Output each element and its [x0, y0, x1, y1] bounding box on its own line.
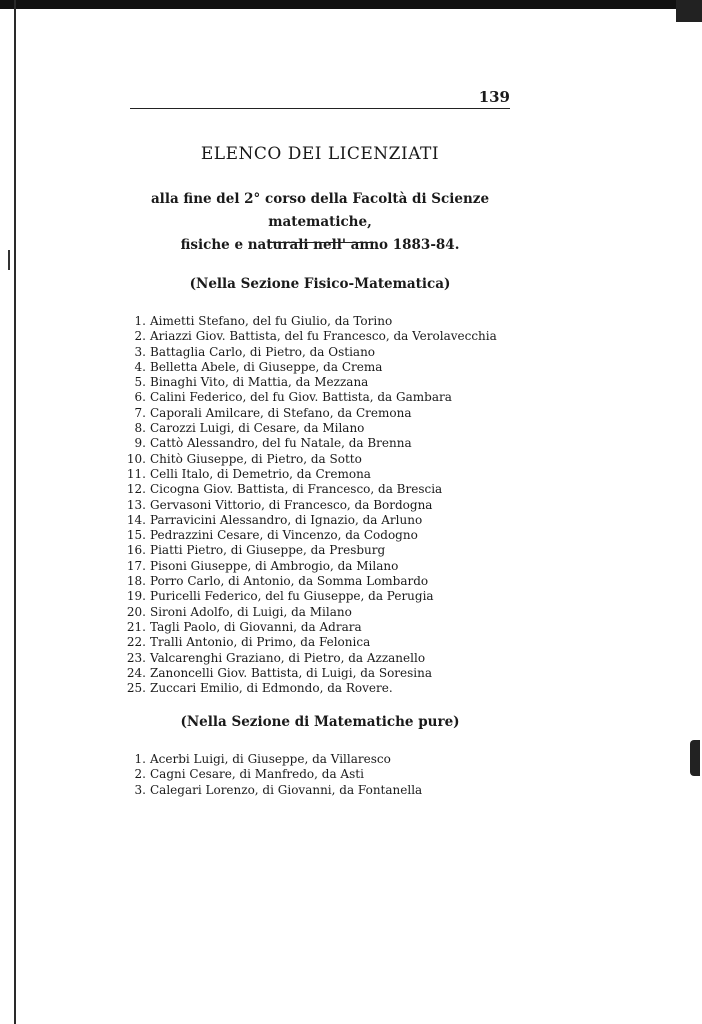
list-item	[108, 767, 548, 782]
corner-mark	[676, 0, 702, 22]
list-item	[108, 436, 548, 451]
list-item	[108, 482, 548, 497]
list-item-number: 25.	[126, 681, 146, 696]
list-item-text: Belletta Abele, di Giuseppe, da Crema	[150, 359, 383, 374]
list-item	[108, 559, 548, 574]
list-item-text: Sironi Adolfo, di Luigi, da Milano	[150, 604, 352, 619]
list-item-text: Zanoncelli Giov. Battista, di Luigi, da Soresina	[150, 665, 433, 680]
list-item-text: Chitò Giuseppe, di Pietro, da Sotto	[150, 451, 362, 466]
list-item-text: Gervasoni Vittorio, di Francesco, da Bordogna	[150, 497, 433, 512]
header-rule	[130, 108, 510, 109]
list-item	[108, 666, 548, 681]
list-item-text: Pedrazzini Cesare, di Vincenzo, da Codogno	[150, 528, 418, 543]
list-item-text: Carozzi Luigi, di Cesare, da Milano	[150, 421, 365, 436]
list-item	[108, 498, 548, 513]
list-item	[108, 620, 548, 635]
list-item	[108, 452, 548, 467]
section-heading-fisico-matematica: (Nella Sezione Fisico-Matematica)	[189, 276, 451, 292]
list-item-text: Parravicini Alessandro, di Ignazio, da Arluno	[150, 512, 423, 527]
list-item-number: 3.	[134, 344, 146, 359]
list-item-text: Piatti Pietro, di Giuseppe, da Presburg	[150, 543, 386, 558]
list-item-number: 17.	[126, 558, 146, 573]
list-item	[108, 314, 548, 329]
list-item	[108, 752, 548, 767]
title-divider	[270, 242, 374, 243]
list-item	[108, 406, 548, 421]
page-top-edge	[0, 0, 702, 9]
list-item-number: 8.	[134, 421, 146, 436]
subtitle-line-1: alla fine del 2° corso della Facoltà di Scienze matematiche,	[150, 191, 490, 230]
list-item-text: Calini Federico, del fu Giov. Battista, da Gambara	[150, 390, 452, 405]
list-item	[108, 605, 548, 620]
list-item-text: Puricelli Federico, del fu Giuseppe, da Perugia	[150, 589, 434, 604]
list-item-number: 6.	[134, 390, 146, 405]
subtitle-line-2: fisiche e naturali nell' anno 1883-84.	[180, 237, 460, 253]
list-item-text: Cicogna Giov. Battista, di Francesco, da Brescia	[150, 482, 443, 497]
list-item-number: 3.	[134, 782, 146, 797]
list-item-number: 2.	[134, 767, 146, 782]
list-item	[108, 651, 548, 666]
list-item-number: 15.	[126, 528, 146, 543]
list-item-text: Calegari Lorenzo, di Giovanni, da Fontanella	[150, 782, 423, 797]
list-item	[108, 360, 548, 375]
list-item	[108, 467, 548, 482]
section-heading-matematiche-pure: (Nella Sezione di Matematiche pure)	[180, 714, 460, 730]
list-item-number: 18.	[126, 574, 146, 589]
list-item-number: 10.	[126, 451, 146, 466]
list-item	[108, 513, 548, 528]
list-item	[108, 390, 548, 405]
list-item-text: Battaglia Carlo, di Pietro, da Ostiano	[150, 344, 376, 359]
list-item-number: 20.	[126, 604, 146, 619]
list-item-text: Cagni Cesare, di Manfredo, da Asti	[150, 767, 364, 782]
list-item-text: Cattò Alessandro, del fu Natale, da Brenna	[150, 436, 412, 451]
list-item	[108, 528, 548, 543]
page-subtitle	[100, 188, 540, 257]
list-item-text: Acerbi Luigi, di Giuseppe, da Villaresco	[150, 752, 391, 766]
list-item-number: 21.	[126, 619, 146, 634]
list-item-number: 1.	[134, 314, 146, 328]
list-item	[108, 329, 548, 344]
list-item-text: Aimetti Stefano, del fu Giulio, da Torino	[150, 314, 393, 328]
list-item-text: Celli Italo, di Demetrio, da Cremona	[150, 466, 371, 481]
binding-mark	[8, 250, 18, 270]
list-item-number: 9.	[134, 436, 146, 451]
list-item-text: Valcarenghi Graziano, di Pietro, da Azzanello	[150, 650, 426, 665]
list-item	[108, 345, 548, 360]
list-item-text: Tagli Paolo, di Giovanni, da Adrara	[150, 619, 362, 634]
page-number: 139	[478, 88, 510, 106]
list-item	[108, 589, 548, 604]
list-item	[108, 421, 548, 436]
list-item	[108, 574, 548, 589]
list-item	[108, 681, 548, 696]
list-item-number: 1.	[134, 752, 146, 766]
list-item-number: 5.	[134, 375, 146, 390]
list-item	[108, 375, 548, 390]
list-item	[108, 543, 548, 558]
list-item-number: 13.	[126, 497, 146, 512]
list-item-number: 12.	[126, 482, 146, 497]
list-item	[108, 635, 548, 650]
list-item-number: 24.	[126, 665, 146, 680]
list-item-number: 11.	[126, 466, 146, 481]
list-item-number: 23.	[126, 650, 146, 665]
list-item-number: 14.	[126, 512, 146, 527]
list-item-number: 7.	[134, 405, 146, 420]
list-item	[108, 783, 548, 798]
page-title: ELENCO DEI LICENZIATI	[200, 144, 440, 164]
list-item-number: 2.	[134, 329, 146, 344]
list-item-text: Porro Carlo, di Antonio, da Somma Lombardo	[150, 574, 429, 589]
list-item-text: Binaghi Vito, di Mattia, da Mezzana	[150, 375, 369, 390]
list-item-text: Zuccari Emilio, di Edmondo, da Rovere.	[150, 681, 393, 696]
list-item-text: Ariazzi Giov. Battista, del fu Francesco, da Verolavecchia	[150, 329, 497, 344]
list-item-number: 19.	[126, 589, 146, 604]
list-item-number: 16.	[126, 543, 146, 558]
licenziati-list-matematiche-pure	[108, 752, 548, 798]
list-item-text: Caporali Amilcare, di Stefano, da Cremona	[150, 405, 412, 420]
list-item-text: Tralli Antonio, di Primo, da Felonica	[150, 635, 371, 650]
page-binding-edge	[14, 0, 16, 1024]
list-item-number: 22.	[126, 635, 146, 650]
licenziati-list-fisico-matematica	[108, 314, 548, 696]
margin-clip-mark	[690, 740, 700, 776]
list-item-number: 4.	[134, 359, 146, 374]
list-item-text: Pisoni Giuseppe, di Ambrogio, da Milano	[150, 558, 399, 573]
